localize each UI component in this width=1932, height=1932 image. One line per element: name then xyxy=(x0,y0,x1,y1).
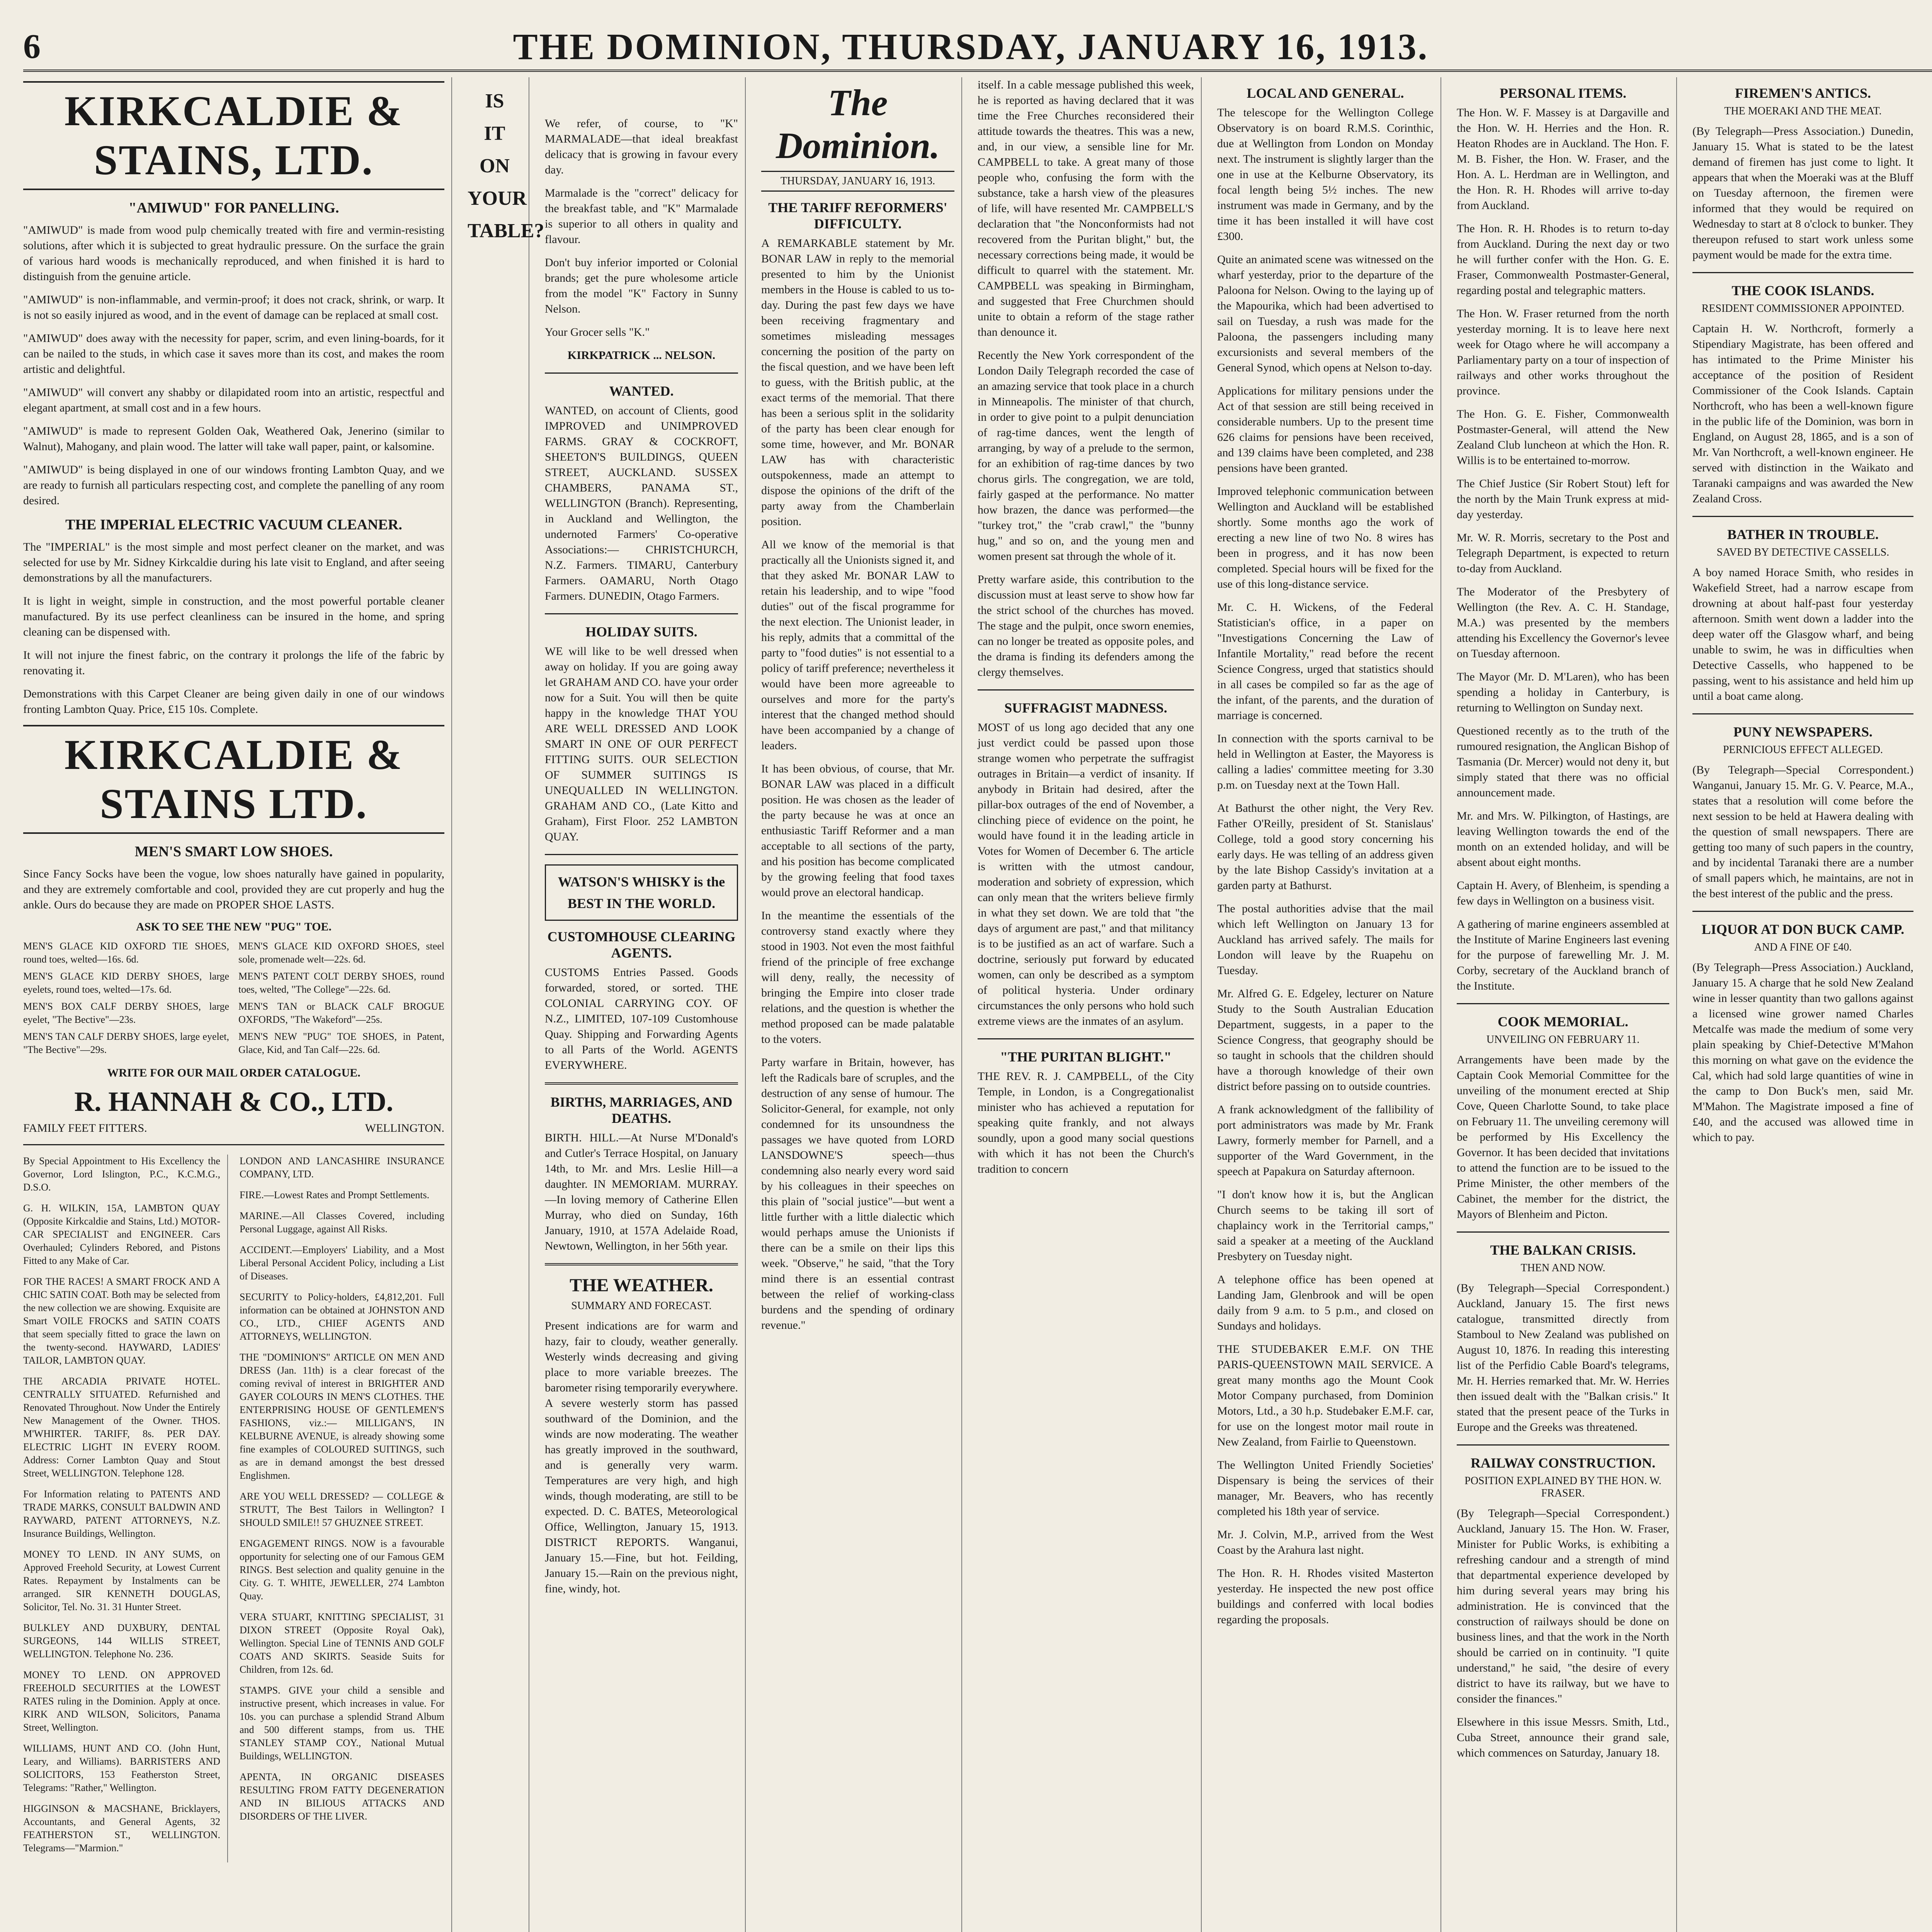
cook-islands-subheading: RESIDENT COMMISSIONER APPOINTED. xyxy=(1701,303,1905,315)
cook-islands-heading: THE COOK ISLANDS. xyxy=(1731,283,1874,298)
leader-dateline: THURSDAY, JANUARY 16, 1913. xyxy=(761,171,954,192)
hannah-left: FAMILY FEET FITTERS. xyxy=(23,1122,147,1134)
leader-heading: THE TARIFF REFORMERS' DIFFICULTY. xyxy=(768,200,947,231)
personal-items-list xyxy=(1457,105,1669,994)
table-question-word: IS xyxy=(485,90,504,112)
campbell-continued: itself. In a cable message published this week, he is reported as having declared that it was time the Free Churches reconsidered their attitude towards the theatres. This was a new, and, in our view, a sensible line for Mr. CAMPBELL to take. A great many of those people who, confusing the form with the substance, take a harsh view of the pleasures of life, will have resented Mr. CAMPBELL'S declaration that "the Nonconformists had not recovered from the Puritan blight," but, the necessary corrections being made, it would be difficult to quarrel with the statement. Mr. CAMPBELL was speaking in Birmingham, and suggested that Free Churchmen should unite to obtain a reform of the stage rather than denounce it. xyxy=(978,78,1194,338)
balkan-subheading: THEN AND NOW. xyxy=(1520,1262,1605,1274)
vacuum-paragraph: The "IMPERIAL" is the most simple and most perfect cleaner on the market, and was selected for use by Mr. Sidney Kirkcaldie during his late visit to England, and after seeing demonstrations by all the manufacturers. xyxy=(23,541,444,584)
cook-memorial-text: Arrangements have been made by the Captain Cook Memorial Committee for the unveiling of the monument erected at Ship Cove, Queen Charlotte Sound, to take place on February 11. The unveiling ceremony will be performed by His Excellency the Governor. It has been decided that invitations to attend the function are to be issued to the Prime Minister, the other members of the Cabinet, the member for the district, the Mayors of Blenheim and Picton. xyxy=(1457,1053,1669,1221)
local-item: At Bathurst the other night, the Very Rev. Father O'Reilly, president of St. Stanislaus' College, told a good story concerning his early days. He was telling of an address given by the late Bishop Cassidy's invitation at a garden party at Bathurst. xyxy=(1217,802,1434,892)
amiwud-paragraphs xyxy=(23,223,444,509)
amiwud-paragraph: "AMIWUD" is made from wood pulp chemically treated with fire and vermin-resisting solutions, after which it is subjected to great hydraulic pressure. On the surface the grain of various hard woods is mechanically reproduced, and when finished it is hard to distinguish from the genuine article. xyxy=(23,224,444,283)
leader-paragraph: All we know of the memorial is that practically all the Unionists signed it, and that they asked Mr. BONAR LAW to retain his leadership, and to wipe "food duties" out of the fiscal programme for the next election. The Unionist leader, in his reply, admits that a committal of the party to "food duties" is not essential to a policy of tariff preference; nevertheless it would have been more agreeable to ourselves and more for the party's interest that the changed method should have been accompanied by a change of leaders. xyxy=(761,538,954,752)
newspaper-nameplate: The Dominion. xyxy=(776,82,940,166)
small-ad: STAMPS. GIVE your child a sensible and instructive present, which increases in value. For 10s. you can purchase a splendid Strand Album and 500 different stamps, from us. THE STANLEY STAMP COY., National Mutual Buildings, WELLINGTON. xyxy=(240,1685,444,1762)
small-ad: By Special Appointment to His Excellency the Governor, Lord Islington, P.C., K.C.M.G., D.S.O. xyxy=(23,1155,220,1193)
local-item: The Hon. R. H. Rhodes visited Masterton yesterday. He inspected the new post office buildings and conferred with local bodies regarding the proposals. xyxy=(1217,1567,1434,1626)
small-ad: MARINE.—All Classes Covered, including Personal Luggage, against All Risks. xyxy=(240,1210,444,1235)
local-item: In connection with the sports carnival to be held in Wellington at Easter, the Mayoress is calling a ladies' committee meeting for 3.30 p.m. on Tuesday next at the Town Hall. xyxy=(1217,732,1434,791)
personal-item: Captain H. Avery, of Blenheim, is spending a few days in Wellington on a business visit. xyxy=(1457,879,1669,907)
amiwud-paragraph: "AMIWUD" is non-inflammable, and vermin-proof; it does not crack, shrink, or warp. It is not so easily injured as wood, and in the event of damage can be replaced at small cost. xyxy=(23,293,444,321)
table-question xyxy=(468,77,544,247)
personal-item: The Hon. R. H. Rhodes is to return to-day from Auckland. During the next day or two he will further confer with the Hon. G. E. Fraser, Commonwealth Postmaster-General, regarding postal and telegraphic matters. xyxy=(1457,222,1669,297)
personal-item: The Mayor (Mr. D. M'Laren), who has been spending a holiday in Canterbury, is returning to Wellington on Sunday next. xyxy=(1457,670,1669,714)
sale-notice: Elsewhere in this issue Messrs. Smith, Ltd., Cuba Street, announce their grand sale, which commences on Saturday, January 18. xyxy=(1457,1716,1669,1759)
whisky-ad: WATSON'S WHISKY is the BEST IN THE WORLD. xyxy=(545,864,738,921)
local-item: "I don't know how it is, but the Anglican Church seems to be taking ill sort of chaplaincy work in the Territorial camps," said a speaker at a meeting of the Auckland Presbytery on Tuesday night. xyxy=(1217,1188,1434,1263)
shoe-item: MEN'S GLACE KID DERBY SHOES, large eyelets, round toes, welted—17s. 6d. xyxy=(23,971,229,995)
shoe-item: MEN'S BOX CALF DERBY SHOES, large eyelet, "The Bective"—23s. xyxy=(23,1001,229,1025)
kirkcaldie-ad-title: KIRKCALDIE & STAINS, LTD. xyxy=(23,81,444,190)
personal-item: The Chief Justice (Sir Robert Stout) left for the north by the Main Trunk express at mid-day yesterday. xyxy=(1457,477,1669,521)
leader-paragraph: Party warfare in Britain, however, has left the Radicals bare of scruples, and the destruction of any sense of humour. The Solicitor-General, for example, not only condemned for its unsoundness the passages we have quoted from LORD LANSDOWNE'S speech—thus condemning also nearly every word said by his colleagues in their speeches on this plain of "social justice"—but went a little further with a little dialectic which would perhaps amuse the Unionists if there can be a smile on their lips this week. "Observe," he said, "that the Tory mind there is an essential contrast between the relief of working-class burdens and the spending of ordinary revenue." xyxy=(761,1056,954,1332)
small-ad: BULKLEY AND DUXBURY, DENTAL SURGEONS, 144 WILLIS STREET, WELLINGTON. Telephone No. 236. xyxy=(23,1622,220,1660)
weather-text: Present indications are for warm and hazy, fair to cloudy, weather generally. Westerly winds decreasing and giving place to more variable breezes. The barometer rising temporarily everywhere. A severe westerly storm has passed southward of the Dominion, and the winds are now moderating. The weather has greatly improved in the southward, and is generally very warm. Temperatures are very high, and high winds, though moderating, are still to be expected. D. C. BATES, Meteorological Office, Wellington, January 15, 1913. DISTRICT REPORTS. Wanganui, January 15.—Fine, but hot. Feilding, January 15.—Rain on the previous night, fine, windy, hot. xyxy=(545,1320,738,1595)
column-eight xyxy=(1692,77,1920,1932)
puny-subheading: PERNICIOUS EFFECT ALLEGED. xyxy=(1723,744,1883,756)
liquor-heading: LIQUOR AT DON BUCK CAMP. xyxy=(1701,922,1905,937)
marmalade-paragraph: We refer, of course, to "K" MARMALADE—that ideal breakfast delicacy that is growing in favour every day. xyxy=(545,117,738,176)
amiwud-paragraph: "AMIWUD" is being displayed in one of our windows fronting Lambton Quay, and we are ready to furnish all particulars respecting cost, and complete the panelling of any room desired. xyxy=(23,463,444,507)
personal-items-heading: PERSONAL ITEMS. xyxy=(1499,85,1627,101)
weather-subheading: SUMMARY AND FORECAST. xyxy=(571,1300,712,1312)
amiwud-paragraph: "AMIWUD" is made to represent Golden Oak, Weathered Oak, Jenerino (similar to Walnut), Mahogany, and plain wood. The latter will take wall paper, paint, or kalsomine. xyxy=(23,425,444,453)
bmd-heading: BIRTHS, MARRIAGES, AND DEATHS. xyxy=(550,1094,733,1126)
small-ad: For Information relating to PATENTS AND TRADE MARKS, CONSULT BALDWIN AND RAYWARD, PATENT ATTORNEYS, N.Z. Insurance Buildings, Wellington. xyxy=(23,1488,220,1539)
small-ad: FIRE.—Lowest Rates and Prompt Settlements. xyxy=(240,1189,430,1201)
small-ad: VERA STUART, KNITTING SPECIALIST, 31 DIXON STREET (Opposite Royal Oak), Wellington. Special Line of TENNIS AND GOLF COATS AND SKIRTS. Seaside Suits for Children, from 12s. 6d. xyxy=(240,1611,444,1675)
suffragist-heading: SUFFRAGIST MADNESS. xyxy=(1004,700,1167,716)
moeraki-text: (By Telegraph—Press Association.) Dunedin, January 15. What is stated to be the latest demand of firemen has just come to light. It appears that when the Moeraki was at the Bluff on Tuesday afternoon, the firemen were informed that they would be required on Wednesday to start at 8 o'clock to bunker. They thereupon refused to start work unless some payment would be made for the extra time. xyxy=(1692,125,1913,261)
vacuum-paragraph: Demonstrations with this Carpet Cleaner are being given daily in one of our windows fronting Lambton Quay. Price, £15 10s. Complete. xyxy=(23,687,444,716)
local-item: Improved telephonic communication between Wellington and Auckland will be established shortly. Some months ago the work of erecting a new line of two No. 8 wires has been in progress, and it has now been completed. Special hours will be fixed for the use of this long-distance service. xyxy=(1217,485,1434,590)
shoe-item: MEN'S NEW "PUG" TOE SHOES, in Patent, Glace, Kid, and Tan Calf—22s. 6d. xyxy=(238,1031,444,1055)
column-five xyxy=(978,77,1202,1932)
marmalade-paragraph: Marmalade is the "correct" delicacy for the breakfast table, and "K" Marmalade is superior to all others in quality and flavour. xyxy=(545,187,738,246)
masthead-title: THE DOMINION, THURSDAY, JANUARY 16, 1913. xyxy=(513,26,1429,67)
page-masthead xyxy=(23,23,1932,72)
advertisement-column xyxy=(23,77,452,1932)
vacuum-paragraph: It is light in weight, simple in construction, and the most powerful portable cleaner manufactured. By its use perfect cleanliness can be insured in the home, and spring cleaning can be dispensed with. xyxy=(23,595,444,638)
local-item: Mr. J. Colvin, M.P., arrived from the West Coast by the Arahura last night. xyxy=(1217,1528,1434,1556)
bmd-text: BIRTH. HILL.—At Nurse M'Donald's and Cutler's Terrace Hospital, on January 14th, to Mr. and Mrs. Leslie Hill—a daughter. IN MEMORIAM. MURRAY.—In loving memory of Catherine Ellen Murray, who died on Sunday, 16th January, 1910, at 157A Adelaide Road, Newtown, Wellington, in her 56th year. xyxy=(545,1131,738,1252)
holiday-suits-heading: HOLIDAY SUITS. xyxy=(585,624,697,639)
personal-item: The Moderator of the Presbytery of Wellington (the Rev. A. C. H. Standage, M.A.) was presented by the members attending his Excellency the Governor's levee on Tuesday afternoon. xyxy=(1457,585,1669,660)
hannah-right: WELLINGTON. xyxy=(365,1122,444,1134)
column-grid xyxy=(23,77,1932,1932)
local-item: Quite an animated scene was witnessed on the wharf yesterday, prior to the departure of the Paloona for Nelson. Owing to the laying up of the Mapourika, which had been advertised to sail on Tuesday, a rush was made for the Paloona, the passengers including many excursionists and several members of the General Synod, which opens at Nelson to-day. xyxy=(1217,253,1434,374)
small-ad: THE ARCADIA PRIVATE HOTEL. CENTRALLY SITUATED. Refurnished and Renovated Throughout. Now Under the Entirely New Management of the Owner. THOS. M'WHIRTER. TARIFF, 8s. PER DAY. ELECTRIC LIGHT IN EVERY ROOM. Address: Corner Lambton Quay and Stout Street, WELLINGTON. Telephone 128. xyxy=(23,1376,220,1479)
mail-order-line: WRITE FOR OUR MAIL ORDER CATALOGUE. xyxy=(107,1066,361,1079)
shoe-list-right xyxy=(238,940,444,1060)
personal-item: Mr. and Mrs. W. Pilkington, of Hastings, are leaving Wellington towards the end of the month on an extended holiday, and will be absent about eight months. xyxy=(1457,810,1669,869)
bather-subheading: SAVED BY DETECTIVE CASSELLS. xyxy=(1716,546,1889,558)
marmalade-paragraph: Your Grocer sells "K." xyxy=(545,326,650,338)
shoes-intro: Since Fancy Socks have been the vogue, low shoes naturally have gained in popularity, and they are extremely comfortable and cool, provided they are cut properly and hug the ankle. Ours do because they are made on PROPER SHOE LASTS. xyxy=(23,867,444,911)
shoe-item: MEN'S TAN or BLACK CALF BROGUE OXFORDS, "The Wakeford"—25s. xyxy=(238,1001,444,1025)
cook-memorial-subheading: UNVEILING ON FEBRUARY 11. xyxy=(1486,1034,1640,1046)
balkan-heading: THE BALKAN CRISIS. xyxy=(1490,1242,1636,1258)
local-item: Applications for military pensions under the Act of that session are still being received in considerable numbers. Up to the present time 626 claims for pensions have been received, and 139 claims have been completed, and 238 pensions have been granted. xyxy=(1217,384,1434,474)
leader-paragraph: A REMARKABLE statement by Mr. BONAR LAW in reply to the memorial presented to him by the Unionist members in the House is cabled to us to-day. During the past few days we have been receiving fragmentary and sometimes misleading messages concerning the position of the party on the fiscal question, and we have been left to guess, with the British public, at the exact terms of the memorial. That there has been a serious split in the solidarity of the party has been clear enough for some time, however, and Mr. BONAR LAW has with characteristic outspokenness, made an attempt to dispose the opinions of the drift of the party away from the Chamberlain position. xyxy=(761,237,954,528)
leader-paragraph: In the meantime the essentials of the controversy stand exactly where they stood in 1903. Not even the most faithful friend of the principle of free exchange will deny, really, the necessity of bringing the Empire into closer trade relations, and the question is whether the method proposed can be made palatable to the voters. xyxy=(761,909,954,1046)
amiwud-paragraph: "AMIWUD" will convert any shabby or dilapidated room into an artistic, respectful and elegant apartment, at small cost and in a few hours. xyxy=(23,386,444,414)
cook-islands-text: Captain H. W. Northcroft, formerly a Stipendiary Magistrate, has been offered and has intimated to the Prime Minister his acceptance of the position of Resident Commissioner of the Cook Islands. Captain Northcroft, who has been a well-known figure in the public life of the Dominion, was born in England, on August 28, 1865, and is a son of Mr. Van Northcroft, a well-known engineer. He served with distinction in the Waikato and Taranaki campaigns and was awarded the New Zealand Cross. xyxy=(1692,322,1913,505)
puny-text: (By Telegraph—Special Correspondent.) Wanganui, January 15. Mr. G. V. Pearce, M.A., states that a resolution will come before the next session to be held at Hawera dealing with the question of small newspapers. There are getting too many of such papers in the country, and by incidental Taranaki there are a number of small papers which, he maintains, are not in the best interest of the public and the press. xyxy=(1692,764,1913,900)
kirkpatrick-line: KIRKPATRICK ... NELSON. xyxy=(567,349,716,362)
vacuum-paragraph: It will not injure the finest fabric, on the contrary it prolongs the life of the fabric by renovating it. xyxy=(23,649,444,677)
small-ad: WILLIAMS, HUNT AND CO. (John Hunt, Leary, and Williams). BARRISTERS AND SOLICITORS, 153 Featherston Street, Telegrams: "Rather," Wellington. xyxy=(23,1743,220,1793)
small-ad: THE "DOMINION'S" ARTICLE ON MEN AND DRESS (Jan. 11th) is a clear forecast of the coming revival of interest in BRIGHTER AND GAYER COLOURS IN MEN'S CLOTHES. THE ENTERPRISING HOUSE OF GENTLEMEN'S FASHIONS, viz.:— MILLIGAN'S, IN KELBURNE AVENUE, is already showing some fine examples of COLOURED SUITINGS, such as are in demand amongst the best dressed Englishmen. xyxy=(240,1352,444,1481)
small-ad: MONEY TO LEND. IN ANY SUMS, on Approved Freehold Security, at Lowest Current Rates. Repayment by Instalments can be arranged. SIR KENNETH DOUGLAS, Solicitor, Tel. No. 31. 31 Hunter Street. xyxy=(23,1549,220,1612)
local-item: The telescope for the Wellington College Observatory is on board R.M.S. Corinthic, due at Wellington from London on Monday next. The instrument is slightly larger than the one in use at the Kelburne Observatory, its focal length being 5½ inches. The new instrument was made in Germany, and by the time it has been installed it will have cost £300. xyxy=(1217,106,1434,243)
table-question-word: IT xyxy=(484,122,505,145)
leader-column xyxy=(761,77,962,1932)
kirkcaldie-shoes-title: KIRKCALDIE & STAINS LTD. xyxy=(23,725,444,834)
table-question-word: ON xyxy=(480,155,510,177)
shoe-list xyxy=(23,940,444,1060)
vacuum-paragraphs xyxy=(23,539,444,717)
cook-memorial-heading: COOK MEMORIAL. xyxy=(1498,1014,1628,1029)
firemen-heading: FIREMEN'S ANTICS. xyxy=(1735,85,1871,101)
local-general-column xyxy=(1217,77,1441,1932)
small-ads-block xyxy=(23,1155,444,1862)
shoe-item: MEN'S TAN CALF DERBY SHOES, large eyelet, "The Bective"—29s. xyxy=(23,1031,229,1055)
shoe-item: MEN'S GLACE KID OXFORD TIE SHOES, round toes, welted—16s. 6d. xyxy=(23,940,229,965)
table-question-word: YOUR xyxy=(468,187,527,209)
puny-heading: PUNY NEWSPAPERS. xyxy=(1733,724,1873,740)
small-ad: ARE YOU WELL DRESSED? — COLLEGE & STRUTT, The Best Tailors in Wellington? I SHOULD SMILE!! 57 GHUZNEE STREET. xyxy=(240,1491,444,1528)
local-item: The postal authorities advise that the mail which left Wellington on January 13 for Auckland has arrived safely. The mails for London will leave by the Ruapehu on Tuesday. xyxy=(1217,902,1434,977)
shoe-list-left xyxy=(23,940,229,1060)
small-ads-left xyxy=(23,1155,228,1862)
personal-item: Questioned recently as to the truth of the rumoured resignation, the Anglican Bishop of Tasmania (Dr. Mercer) would not deny it, but simply stated that there was no official announcement made. xyxy=(1457,724,1669,799)
leader-paragraphs xyxy=(761,236,954,1333)
railway-heading: RAILWAY CONSTRUCTION. xyxy=(1470,1455,1656,1471)
customs-text: CUSTOMS Entries Passed. Goods forwarded, stored, or sorted. THE COLONIAL CARRYING COY. OF N.Z., LIMITED, 107-109 Customhouse Quay. Shipping and Forwarding Agents to all Parts of the World. AGENTS EVERYWHERE. xyxy=(545,966,738,1071)
small-ads-right xyxy=(240,1155,444,1862)
liquor-text: (By Telegraph—Press Association.) Auckland, January 15. A charge that he sold New Zealand wine in lesser quantity than two gallons against a licensed wine grower named Charles Metcalfe was made the medium of some very plain speaking by Chief-Detective M'Mahon this morning on what gave on the evidence the Cal, which had sold large quantities of wine in the camp to Don Buck's men, said Mr. M'Mahon. The Magistrate imposed a fine of £40, and the accused was allowed time in which to pay. xyxy=(1692,961,1913,1144)
small-ad: LONDON AND LANCASHIRE INSURANCE COMPANY, LTD. xyxy=(240,1155,444,1180)
railway-subheading: POSITION EXPLAINED BY THE HON. W. FRASER. xyxy=(1464,1475,1662,1499)
small-ad: ENGAGEMENT RINGS. NOW is a favourable opportunity for selecting one of our Famous GEM RINGS. Best selection and quality genuine in the City. G. T. WHITE, JEWELLER, 274 Lambton Quay. xyxy=(240,1538,444,1602)
personal-item: The Hon. G. E. Fisher, Commonwealth Postmaster-General, will attend the New Zealand Club luncheon at which the Hon. R. Willis is to be entertained to-morrow. xyxy=(1457,408,1669,467)
weather-heading: THE WEATHER. xyxy=(570,1275,713,1296)
marmalade-ad xyxy=(545,77,738,340)
hannah-subline xyxy=(23,1122,444,1135)
page-number: 6 xyxy=(23,27,41,66)
railway-text: (By Telegraph—Special Correspondent.) Auckland, January 15. The Hon. W. Fraser, Minister for Public Works, is exhibiting a refreshing candour and a strength of mind that departmental experience developed by him during several years may bring his administration. He is convinced that the construction of railways should be done on business lines, and that the work in the North should be carried on in continuity. "I quite understand," he said, "the desire of every district to have its railway, but we have to consider the finances." xyxy=(1457,1507,1669,1705)
pug-toe-line: ASK TO SEE THE NEW "PUG" TOE. xyxy=(136,920,332,933)
shoes-heading: MEN'S SMART LOW SHOES. xyxy=(134,844,333,860)
bather-text: A boy named Horace Smith, who resides in Wakefield Street, had a narrow escape from drowning at about half-past four yesterday afternoon. Smith went down a ladder into the deep water off the Glasgow wharf, and being unable to swim, he was in difficulties when Detective Cassells, who happened to be passing, went to his assistance and held him up until a boat came along. xyxy=(1692,566,1913,702)
customs-heading: CUSTOMHOUSE CLEARING AGENTS. xyxy=(547,929,736,961)
local-item: The Wellington United Friendly Societies' Dispensary is being the services of their manager, Mr. Beavers, who has recently completed his 18th year of service. xyxy=(1217,1459,1434,1518)
liquor-subheading: AND A FINE OF £40. xyxy=(1754,941,1852,953)
small-ad: SECURITY to Policy-holders, £4,812,201. Full information can be obtained at JOHNSTON AND CO., LTD., CHIEF AGENTS AND ATTORNEYS, WELLINGTON. xyxy=(240,1291,444,1342)
marmalade-paragraph: Don't buy inferior imported or Colonial brands; get the pure wholesome article from the model "K" Factory in Sunny Nelson. xyxy=(545,256,738,315)
local-item: A frank acknowledgment of the fallibility of port administrators was made by Mr. Frank Lawry, formerly member for Parnell, and a supporter of the Ward Government, in the speech at Papakura on Saturday afternoon. xyxy=(1217,1103,1434,1178)
suffragist-text: MOST of us long ago decided that any one just verdict could be passed upon those strange women who perpetrate the suffragist outrages in Britain—a verdict of insanity. If anybody in Britain had desired, after the pillar-box outrages of the end of November, a clinching piece of evidence on the point, he would have found it in the leading article in Votes for Women of December 6. The article is written with the utmost candour, moderation and sobriety of expression, which can only mean that the writers believe firmly in what they set down. We are told that "the days of argument are past," and that militancy is to be justified as an act of warfare. Such a doctrine, seriously put forward by educated women, can only be described as a symptom of political hysteria. Under ordinary circumstances the only persons who hold such extreme views are the inmates of an asylum. xyxy=(978,721,1194,1027)
shoe-item: MEN'S GLACE KID OXFORD SHOES, steel sole, promenade welt—22s. 6d. xyxy=(238,940,444,965)
local-general-heading: LOCAL AND GENERAL. xyxy=(1247,85,1404,101)
personal-item: Mr. W. R. Morris, secretary to the Post and Telegraph Department, is expected to return to-day from Auckland. xyxy=(1457,531,1669,575)
table-question-word: TABLE? xyxy=(468,220,544,242)
personal-item: A gathering of marine engineers assembled at the Institute of Marine Engineers last evening for the purpose of farewelling Mr. J. M. Corby, secretary of the Auckland branch of the Institute. xyxy=(1457,918,1669,992)
personal-items-column xyxy=(1457,77,1677,1932)
small-ad: FOR THE RACES! A SMART FROCK AND A CHIC SATIN COAT. Both may be selected from the new collection we are showing. Exquisite are Smart VOILE FROCKS and SATIN COATS that seem specially fitted to grace the lawn on the twenty-second. HAYWARD, LADIES' TAILOR, LAMBTON QUAY. xyxy=(23,1276,220,1366)
small-ad: APENTA, IN ORGANIC DISEASES RESULTING FROM FATTY DEGENERATION AND IN BILIOUS ATTACKS AND DISORDERS OF THE LIVER. xyxy=(240,1771,444,1822)
small-ad: HIGGINSON & MACSHANE, Bricklayers, Accountants, and General Agents, 32 FEATHERSTON ST., WELLINGTON. Telegrams—"Marmion." xyxy=(23,1803,220,1854)
wanted-heading: WANTED. xyxy=(609,383,674,399)
local-item: A telephone office has been opened at Landing Jam, Glenbrook and will be open daily from 9 a.m. to 5 p.m., and closed on Sundays and holidays. xyxy=(1217,1273,1434,1332)
wanted-text: WANTED, on account of Clients, good IMPROVED and UNIMPROVED FARMS. GRAY & COCKROFT, SHEETON'S BUILDINGS, QUEEN STREET, AUCKLAND. SUSSEX CHAMBERS, PANAMA ST., WELLINGTON (Branch). Representing, in Auckland and Wellington, the undernoted Farmers' Co-operative Associations:— CHRISTCHURCH, N.Z. Farmers. TIMARU, Canterbury Farmers. OAMARU, North Otago Farmers. DUNEDIN, Otago Farmers. xyxy=(545,404,738,602)
shoe-item: MEN'S PATENT COLT DERBY SHOES, round toes, welted, "The College"—22s. 6d. xyxy=(238,971,444,995)
vacuum-cleaner-heading: THE IMPERIAL ELECTRIC VACUUM CLEANER. xyxy=(65,517,402,533)
ragtime-paragraph: Recently the New York correspondent of the London Daily Telegraph recorded the case of an amazing service that took place in a church in Minneapolis. The minister of that church, in order to give point to a pulpit denunciation of rag-time dances, went the length of arranging, by way of a prelude to the sermon, for an exhibition of rag-time dances by two chorus girls. The congregation, we are told, fairly gasped at the performance. No matter how brazen, the dance was performed—the "turkey trot," the "crab crawl," the "bunny hug," and so on, and the young men and women present sat through the whole of it. xyxy=(978,349,1194,563)
personal-item: The Hon. W. F. Massey is at Dargaville and the Hon. W. H. Herries and the Hon. R. Heaton Rhodes are in Auckland. The Hon. F. M. B. Fisher, the Hon. W. Fraser, and the Hon. A. L. Herdman are in Wellington, and the Hon. R. H. Rhodes will arrive to-day from Auckland. xyxy=(1457,106,1669,212)
balkan-text: (By Telegraph—Special Correspondent.) Auckland, January 15. The first news catalogue, transmitted directly from Stamboul to New Zealand was published on August 10, 1876. In reading this interesting list of the Perfidio Cable Board's telegrams, Mr. H. Herries remarked that. Mr. W. Herries then issued dealt with the "Balkan crisis." It stated that the present peace of the Turks in Europe and the Greeks was threatened. xyxy=(1457,1282,1669,1434)
amiwud-paragraph: "AMIWUD" does away with the necessity for paper, scrim, and even lining-boards, for it can be nailed to the studs, in which case it saves more than its cost, and makes the room artistic and delightful. xyxy=(23,332,444,376)
local-item: Mr. C. H. Wickens, of the Federal Statistician's office, in a paper on "Investigations Concerning the Law of Infantile Mortality," read before the recent Science Congress, urged that statistics should in all cases be compiled so far as the age of the infant, of the parents, and the duration of marriage is concerned. xyxy=(1217,601,1434,722)
local-item: Mr. Alfred G. E. Edgeley, lecturer on Nature Study to the South Australian Education Department, suggests, in a paper to the Science Congress, that geography should be so taught in schools that the children should have a thorough knowledge of their own district before passing on to outside countries. xyxy=(1217,987,1434,1093)
local-item: THE STUDEBAKER E.M.F. ON THE PARIS-QUEENSTOWN MAIL SERVICE. A great many months ago the Mount Cook Motor Company purchased, from Dominion Motors, Ltd., a 30 h.p. Studebaker E.M.F. car, for use on the longest motor mail route in New Zealand, from Fairlie to Queenstown. xyxy=(1217,1343,1434,1448)
holiday-suits-text: WE will like to be well dressed when away on holiday. If you are going away let GRAHAM AND CO. have your order now for a Suit. You will then be quite happy in the knowledge THAT YOU ARE WELL DRESSED AND LOOK SMART IN ONE OF OUR PERFECT FITTING SUITS. OUR SELECTION OF SUMMER SUITINGS IS UNEQUALLED IN WELLINGTON. GRAHAM AND CO., (Late Kitto and Graham), First Floor. 252 LAMBTON QUAY. xyxy=(545,645,738,843)
stage-paragraph: Pretty warfare aside, this contribution to the discussion must at least serve to show how far the strict school of the churches has moved. The stage and the pulpit, once sworn enemies, can no longer be treated as opposite poles, and the drama is finding its defenders among the clergy themselves. xyxy=(978,573,1194,679)
leader-paragraph: It has been obvious, of course, that Mr. BONAR LAW was placed in a difficult position. He was chosen as the leader of the party because he was at once an enthusiastic Tariff Reformer and a man acceptable to all sections of the party, and his position has become complicated by the growing feeling that food taxes would prove an electoral handicap. xyxy=(761,762,954,899)
amiwud-subtitle: "AMIWUD" FOR PANELLING. xyxy=(128,200,339,216)
local-general-items xyxy=(1217,105,1434,1628)
hannah-ad-title: R. HANNAH & CO., LTD. xyxy=(74,1086,393,1117)
bather-heading: BATHER IN TROUBLE. xyxy=(1727,527,1879,542)
puritan-text: THE REV. R. J. CAMPBELL, of the City Temple, in London, is a Congregationalist minister who has achieved a reputation for speaking quite frankly, and not always soundly, upon a good many social questions with which it has not been the Church's tradition to concern xyxy=(978,1070,1194,1175)
moeraki-heading: THE MOERAKI AND THE MEAT. xyxy=(1724,105,1882,117)
small-ad: G. H. WILKIN, 15A, LAMBTON QUAY (Opposite Kirkcaldie and Stains, Ltd.) MOTOR-CAR SPECIALIST and ENGINEER. Cars Overhauled; Cylinders Rebored, and Pistons Fitted to any Make of Car. xyxy=(23,1202,220,1266)
small-ad: MONEY TO LEND. ON APPROVED FREEHOLD SECURITIES at the LOWEST RATES ruling in the Dominion. Apply at once. KIRK AND WILSON, Solicitors, Panama Street, Wellington. xyxy=(23,1669,220,1733)
puritan-heading: "THE PURITAN BLIGHT." xyxy=(1000,1049,1172,1065)
column-three xyxy=(545,77,746,1932)
personal-item: The Hon. W. Fraser returned from the north yesterday morning. It is to leave here next week for Otago where he will accompany a Parliamentary party on a tour of inspection of railways and other works throughout the province. xyxy=(1457,307,1669,397)
small-ad: ACCIDENT.—Employers' Liability, and a Most Liberal Personal Accident Policy, including a List of Diseases. xyxy=(240,1244,444,1282)
narrow-column xyxy=(468,77,544,1932)
